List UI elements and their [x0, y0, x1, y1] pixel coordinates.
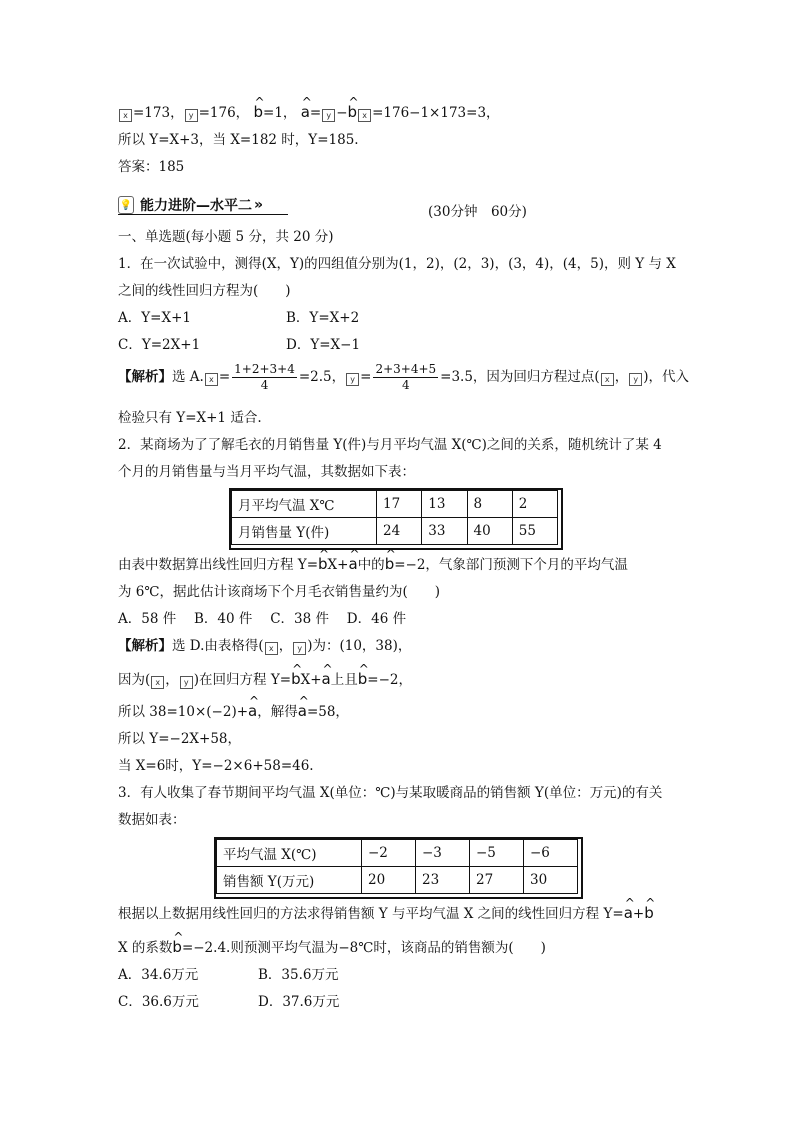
section-header [118, 196, 263, 214]
table-row: 月销售量 Y(件) 24 33 40 55 [232, 518, 558, 545]
q1-stem-1: 1．在一次试验中，测得(X，Y)的四组值分别为(1，2)，(2，3)，(3，4)，(4，5)，则 Y 与 X [118, 256, 676, 272]
q3-stem-1: 3．有人收集了春节期间平均气温 X(单位：℃)与某取暖商品的销售额 Y(单位：万元)的有关 [118, 785, 663, 801]
q2-after-table-2: 为 6℃，据此估计该商场下个月毛衣销售量约为( ) [118, 584, 441, 600]
q3-option-c: C．36.6万元 [118, 994, 199, 1010]
part-heading: 一、单选题(每小题 5 分，共 20 分) [118, 229, 334, 245]
y-bar-symbol: y [322, 109, 335, 122]
q1-option-a: A．Y=X+1 [118, 310, 191, 326]
y-bar-symbol: y [346, 373, 359, 386]
a-hat-symbol: ^ a [301, 105, 310, 120]
y-bar-symbol: y [185, 109, 198, 122]
q2-solution-4: 所以 Y=−2X+58， [118, 731, 242, 747]
b-hat-symbol: ^ b [253, 105, 263, 120]
q3-after-table-1: 根据以上数据用线性回归的方法求得销售额 Y 与平均气温 X 之间的线性回归方程 Y=^ a+^ b [118, 905, 654, 923]
fraction-2: $\frac{2+3+4+5}{4}$ [375, 362, 437, 392]
b-hat-symbol: ^ b [348, 105, 358, 120]
q2-stem-1: 2．某商场为了了解毛衣的月销售量 Y(件)与月平均气温 X(℃)之间的关系，随机统计了某 4 [118, 437, 662, 453]
q3-after-table-2: X 的系数^ b=−2.4.则预测平均气温为−8℃时，该商品的销售额为( ) [118, 939, 546, 957]
q1-option-b: B．Y=X+2 [286, 310, 360, 326]
lightbulb-icon: 💡 [118, 196, 134, 214]
table-row: 月平均气温 X℃ 17 13 8 2 [232, 491, 558, 518]
x-bar-symbol: x [358, 109, 371, 122]
x-bar-symbol: x [205, 373, 218, 386]
q1-solution-2: 检验只有 Y=X+1 适合. [118, 410, 262, 426]
top-line-2: 所以 Y=X+3，当 X=182 时，Y=185. [118, 132, 359, 148]
q3-table [216, 839, 578, 894]
q2-solution-1: 【解析】选 D.由表格得( x ， y )为：(10，38)， [118, 638, 412, 654]
q1-option-c: C．Y=2X+1 [118, 337, 201, 353]
section-title: 能力进阶—水平二 [140, 198, 252, 214]
table-row: 销售额 Y(万元) 20 23 27 30 [217, 867, 578, 894]
q3-option-a: A．34.6万元 [118, 967, 199, 983]
q1-solution-1: 【解析】选 A. x = $\frac{1+2+3+4}{4}$ =2.5， y = $\frac{2+3+4+5}{4}$ =3.5，因为回归方程过点( x ， y )，代入 [118, 362, 689, 392]
table-row: 平均气温 X(℃) −2 −3 −5 −6 [217, 840, 578, 867]
double-arrow-icon: » [254, 197, 264, 213]
q1-option-d: D．Y=X−1 [286, 337, 361, 353]
q2-options: A．58 件 B．40 件 C．38 件 D．46 件 [118, 611, 407, 627]
q2-solution-5: 当 X=6时，Y=−2×6+58=46. [118, 758, 314, 774]
q2-stem-2: 个月的月销售量与当月平均气温，其数据如下表： [118, 464, 415, 480]
q3-stem-2: 数据如表： [118, 812, 186, 828]
answer-line: 答案：185 [118, 159, 185, 175]
q2-after-table-1: 由表中数据算出线性回归方程 Y=^ bX+^ a中的^ b=−2，气象部门预测下个月的平均气温 [118, 556, 628, 574]
q2-table [231, 490, 558, 545]
top-line-1: x =173， y =176， ^ b=1， ^ a= y −^ b x =176−1×173=3， [118, 104, 500, 122]
section-time: (30分钟 60分) [428, 204, 527, 220]
x-bar-symbol: x [119, 109, 132, 122]
q2-solution-3: 所以 38=10×(−2)+^ a，解得^ a=58， [118, 703, 349, 721]
q3-option-b: B．35.6万元 [258, 967, 339, 983]
q2-solution-2: 因为( x ， y )在回归方程 Y=^ bX+^ a上且^ b=−2， [118, 671, 412, 689]
q3-option-d: D．37.6万元 [258, 994, 340, 1010]
section-underline [118, 214, 288, 215]
q1-stem-2: 之间的线性回归方程为( ) [118, 283, 291, 299]
fraction-1: $\frac{1+2+3+4}{4}$ [234, 362, 295, 392]
